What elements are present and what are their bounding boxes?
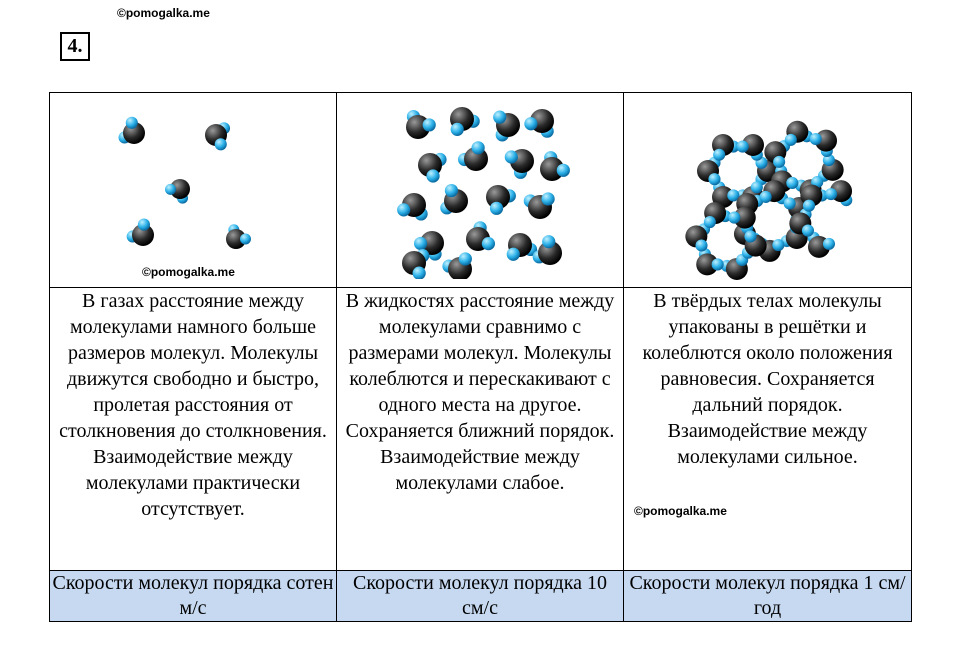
watermark-gas: ©pomogalka.me (142, 265, 235, 279)
hydrogen-atom (451, 123, 464, 136)
solid-description: В твёрдых телах молекулы упакованы в решётки и колеблются около положения равновесия. Сохраняется дальний порядок. Взаимодействие между молекулами сильное. (642, 290, 893, 468)
speed-row (50, 571, 912, 622)
hydrogen-atom (138, 219, 150, 231)
hydrogen-atom (490, 202, 503, 215)
hydrogen-atom (472, 141, 485, 154)
hydrogen-atom (524, 117, 537, 130)
hydrogen-atom (744, 230, 756, 242)
hydrogen-atom (493, 111, 506, 124)
description-row (50, 288, 912, 571)
hydrogen-atom (713, 149, 725, 161)
hydrogen-atom (165, 184, 176, 195)
gas-speed: Скорости молекул порядка сотен м/с (50, 571, 337, 622)
hydrogen-atom (240, 234, 251, 245)
watermark-solid: ©pomogalka.me (634, 504, 727, 518)
hydrogen-atom (215, 138, 227, 150)
task-number: 4. (60, 32, 90, 61)
solid-illustration-cell (624, 93, 912, 288)
liquid-illustration-cell (337, 93, 624, 288)
hydrogen-atom (823, 238, 835, 250)
hydrogen-atom (507, 248, 520, 261)
hydrogen-atom (459, 252, 472, 265)
hydrogen-atom (426, 169, 439, 182)
hydrogen-atom (704, 216, 716, 228)
hydrogen-atom (695, 239, 707, 251)
hydrogen-atom (712, 258, 724, 270)
hydrogen-atom (423, 118, 436, 131)
hydrogen-atom (786, 177, 798, 189)
hydrogen-atom (772, 239, 784, 251)
liquid-description-cell (337, 288, 624, 571)
gas-illustration-cell (50, 93, 337, 288)
hydrogen-atom (541, 192, 554, 205)
hydrogen-atom (825, 188, 837, 200)
hydrogen-atom (785, 134, 797, 146)
hydrogen-atom (126, 117, 138, 129)
hydrogen-atom (542, 235, 555, 248)
hydrogen-atom (708, 173, 720, 185)
hydrogen-atom (737, 141, 749, 153)
hydrogen-atom (728, 211, 740, 223)
hydrogen-atom (760, 191, 772, 203)
hydrogen-atom (810, 133, 822, 145)
hydrogen-atom (784, 197, 796, 209)
gas-description-cell (50, 288, 337, 571)
hydrogen-atom (773, 156, 785, 168)
solid-description-cell (624, 288, 912, 571)
gas-molecules-illustration (108, 103, 278, 263)
hydrogen-atom (482, 237, 495, 250)
solid-speed: Скорости молекул порядка 1 см/год (624, 571, 912, 622)
liquid-description: В жидкостях расстояние между молекулами сравнимо с размерами молекул. Молекулы колеблются и перескакивают с одного места на другое. Сохраняется ближний порядок. Взаимодействие между молекулами слабое. (345, 290, 615, 494)
gas-description: В газах расстояние между молекулами намного больше размеров молекул. Молекулы движутся свободно и быстро, пролетая расстояния от столкновения до столкновения. Взаимодействие между молекулами практически отсутствует. (59, 290, 327, 520)
liquid-molecules-illustration (390, 99, 570, 279)
hydrogen-atom (557, 164, 570, 177)
hydrogen-atom (445, 184, 458, 197)
hydrogen-atom (505, 150, 518, 163)
hydrogen-atom (397, 203, 410, 216)
liquid-speed: Скорости молекул порядка 10 см/с (337, 571, 624, 622)
illustration-row (50, 93, 912, 288)
watermark-top: ©pomogalka.me (117, 6, 210, 20)
solid-molecules-illustration (680, 95, 855, 280)
hydrogen-atom (751, 181, 763, 193)
hydrogen-atom (414, 237, 427, 250)
states-of-matter-table (49, 92, 912, 622)
hydrogen-atom (802, 224, 814, 236)
hydrogen-atom (803, 200, 815, 212)
